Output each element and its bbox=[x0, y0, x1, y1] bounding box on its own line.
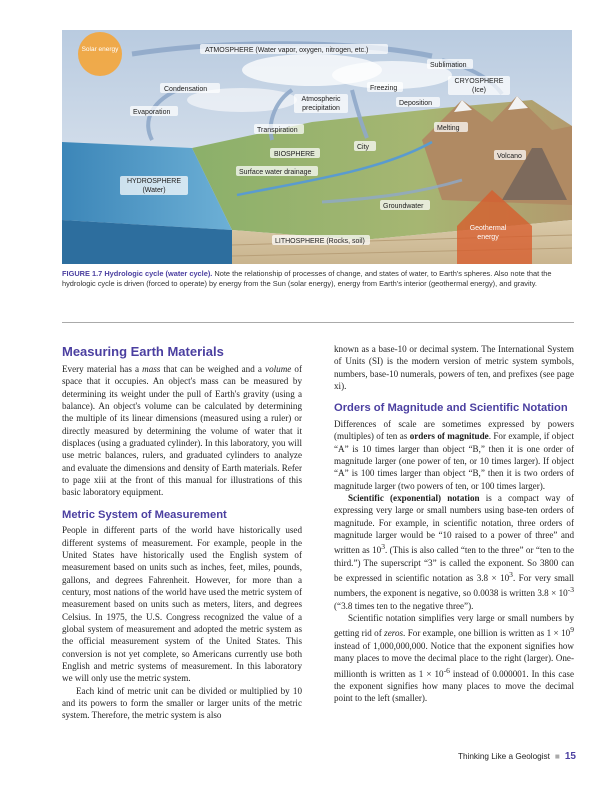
label-atmosphere: ATMOSPHERE (Water vapor, oxygen, nitrogen, etc.) bbox=[205, 47, 369, 54]
label-precipitation: precipitation bbox=[302, 105, 340, 112]
svg-text:Solar energy: Solar energy bbox=[81, 46, 119, 53]
hydrologic-cycle-figure bbox=[62, 30, 572, 264]
label-solar-energy bbox=[82, 46, 120, 53]
section-heading-orders: Orders of Magnitude and Scientific Notation bbox=[334, 402, 568, 415]
section-heading-measuring: Measuring Earth Materials bbox=[62, 344, 224, 359]
hydrologic-cycle-illustration bbox=[62, 30, 572, 264]
label-lithosphere: LITHOSPHERE (Rocks, soil) bbox=[275, 238, 365, 245]
label-atmospheric: Atmospheric bbox=[301, 96, 341, 103]
paragraph-metric-1: People in different parts of the world have historically used different systems of measurement. For example, people in the United States have historically used the English system of measurement based on units such as inches, feet, miles, pounds, gallons, and degrees Fahrenheit. However, for more than a century, most nations of the world have used the metric system of measurement based on units such as meters, liters, and degrees Celsius. In 1975, the U.S. Congress recognized the value of a global system of measurement and adopted the metric system as the official measurement system of the United States. This conversion is not yet complete, so Americans currently use both English and metric systems of measurement. In this laboratory we will only use the metric system. bbox=[62, 525, 302, 684]
label-condensation: Condensation bbox=[164, 86, 208, 93]
paragraph-scientific: Scientific (exponential) notation is a compact way of expressing very large or small numbers using base-ten orders of magnitude. For example, in scientific notation, three orders of magnitude larger would be “10 raised to a power of three” and written as $10^3$. (This is also called “ten to the three” or “ten to the third.”) The superscript “3” is called the exponent. So 3800 can be expressed in scientific notation as $3.8 \times 10^3$. For very small numbers, the exponent is negative, so 0.0038 is written $3.8 \times 10^{-3}$ (“3.8 times ten to the negative three”). bbox=[334, 492, 574, 611]
divider bbox=[62, 322, 574, 323]
label-hydrosphere-water: (Water) bbox=[142, 187, 166, 194]
label-evaporation: Evaporation bbox=[133, 109, 171, 116]
footer-title: Thinking Like a Geologist bbox=[457, 752, 550, 761]
paragraph-si: known as a base-10 or decimal system. The International System of Units (SI) is the modern version of metric system symbols, numbers, base-10 numerals, powers of ten, and prefixes (see page xi). bbox=[334, 344, 574, 392]
paragraph-metric-2: Each kind of metric unit can be divided or multiplied by 10 and its powers to form the smaller or larger units of the metric system. Therefore, the metric system is also bbox=[62, 685, 302, 721]
label-deposition: Deposition bbox=[399, 100, 433, 107]
label-melting: Melting bbox=[437, 125, 460, 132]
label-freezing: Freezing bbox=[370, 85, 398, 92]
label-volcano: Volcano bbox=[497, 153, 522, 160]
page-footer bbox=[420, 751, 576, 762]
paragraph-orders: Differences of scale are sometimes expressed by powers (multiples) of ten as orders of magnitude. For example, if object “A” is 10 times larger than object “B,” then it is one order of magnitude larger (one power of ten, or 10 times larger). If object “A” is 100 times larger than object “B,” then it is two orders of magnitude larger (two powers of ten, or 100 times larger). bbox=[334, 418, 574, 491]
right-column bbox=[334, 343, 574, 705]
label-cryosphere-ice: (Ice) bbox=[472, 87, 486, 94]
figure-caption-body: Note the relationship of processes of change, and states of water, to Earth's spheres. Also note that the hydrologic cycle is driven (forced to operate) by energy from the Sun (solar energy), energy from Earth's interior (geothermal energy), and gravity. bbox=[62, 269, 552, 289]
footer-separator: ■ bbox=[554, 752, 560, 761]
left-column bbox=[62, 343, 302, 722]
paragraph-measuring: Every material has a mass that can be weighed and a volume of space that it occupies. An object's mass can be measured by determining its weight under the pull of Earth's gravity (using a balance). An object's volume can be calculated by determining the multiple of its linear dimensions (measured using a ruler) or directly measured by determining the volume of water that it displaces (using a graduated cylinder). In this laboratory, you will use metric balances, rulers, and graduated cylinders to analyze and evaluate the dimensions and density of Earth materials. Refer to page xiii at the front of this manual for illustrations of this basic laboratory equipment. bbox=[62, 364, 302, 498]
figure-title: Hydrologic cycle (water cycle). bbox=[104, 269, 213, 278]
figure-label: FIGURE 1.7 bbox=[62, 269, 103, 278]
label-biosphere: BIOSPHERE bbox=[274, 151, 315, 158]
label-geothermal: Geothermal bbox=[469, 225, 507, 232]
label-surface-water-drainage: Surface water drainage bbox=[239, 169, 312, 176]
sun bbox=[78, 32, 122, 76]
label-groundwater: Groundwater bbox=[383, 203, 424, 210]
page-number: 15 bbox=[564, 751, 576, 762]
label-city: City bbox=[357, 144, 370, 151]
paragraph-zeros: Scientific notation simplifies very large or small numbers by getting rid of zeros. For example, one billion is written as $1 \times 10^9$ instead of 1,000,000,000. Notice that the exponent signifies how many places to move the decimal place to the right (larger). One-millionth is written as $1 \times 10^{-6}$ instead of 0.000001. In this case the exponent signifies how many places to move the decimal point to the left (smaller). bbox=[334, 613, 574, 704]
label-transpiration: Transpiration bbox=[257, 127, 298, 134]
section-heading-metric: Metric System of Measurement bbox=[62, 508, 227, 521]
label-sublimation: Sublimation bbox=[430, 62, 467, 69]
label-hydrosphere: HYDROSPHERE bbox=[126, 178, 182, 185]
label-cryosphere: CRYOSPHERE bbox=[454, 78, 504, 85]
label-geothermal-energy: energy bbox=[477, 234, 499, 241]
figure-caption bbox=[62, 269, 574, 289]
